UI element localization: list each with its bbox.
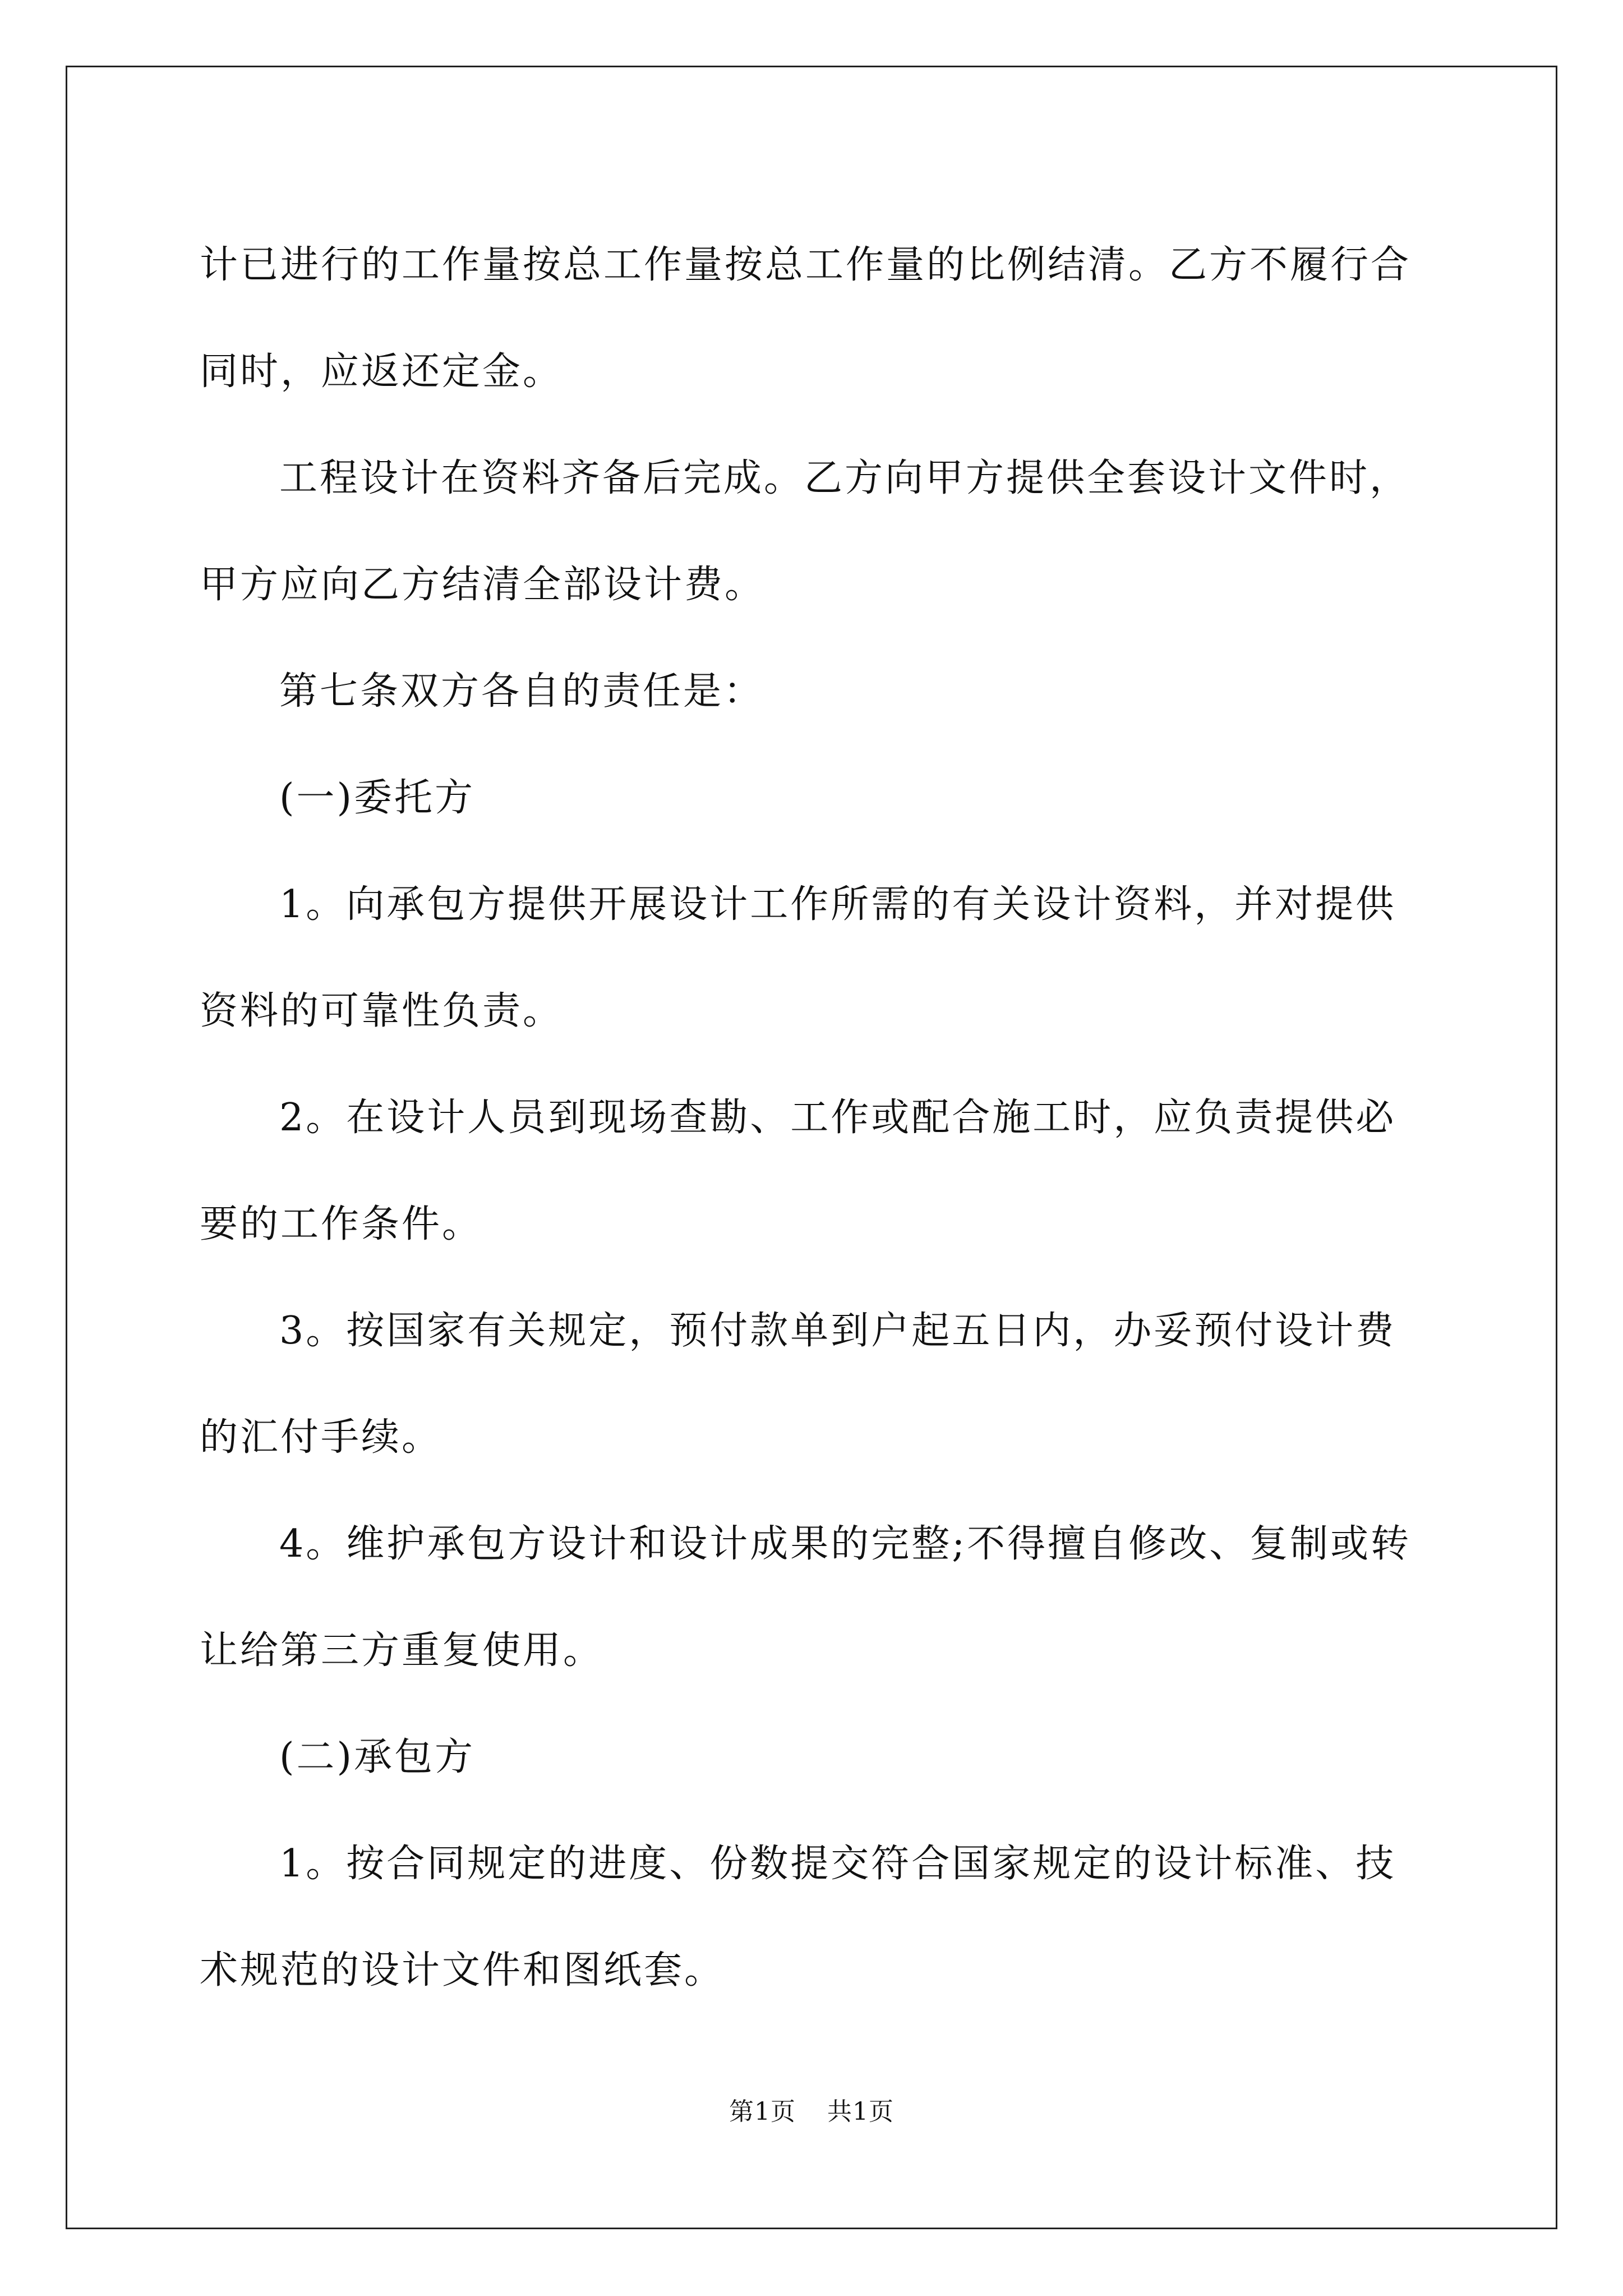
- client-item-1: 1。向承包方提供开展设计工作所需的有关设计资料，并对提供资料的可靠性负责。: [200, 882, 1396, 1033]
- paragraph-1: 计已进行的工作量按总工作量按总工作量的比例结清。乙方不履行合同时，应返还定金。: [200, 243, 1412, 394]
- paragraph-2: 工程设计在资料齐备后完成。乙方向甲方提供全套设计文件时，甲方应向乙方结清全部设计费。: [200, 456, 1410, 607]
- client-item-2: 2。在设计人员到现场查勘、工作或配合施工时，应负责提供必要的工作条件。: [200, 1096, 1396, 1246]
- contractor-item-1: 1。按合同规定的进度、份数提交符合国家规定的设计标准、技术规范的设计文件和图纸套。: [200, 1842, 1396, 1993]
- page-number: 第1页: [729, 2097, 796, 2126]
- document-body: [200, 212, 1429, 2024]
- page-footer: [0, 2095, 1623, 2129]
- paragraph-article-7: 第七条双方各自的责任是：: [279, 669, 764, 714]
- section-heading-client: (一)委托方: [279, 776, 476, 820]
- page-total: 共1页: [827, 2097, 894, 2126]
- client-item-4: 4。维护承包方设计和设计成果的完整;不得擅自修改、复制或转让给第三方重复使用。: [200, 1522, 1412, 1673]
- section-heading-contractor: (二)承包方: [279, 1735, 476, 1779]
- client-item-3: 3。按国家有关规定，预付款单到户起五日内，办妥预付设计费的汇付手续。: [200, 1309, 1396, 1460]
